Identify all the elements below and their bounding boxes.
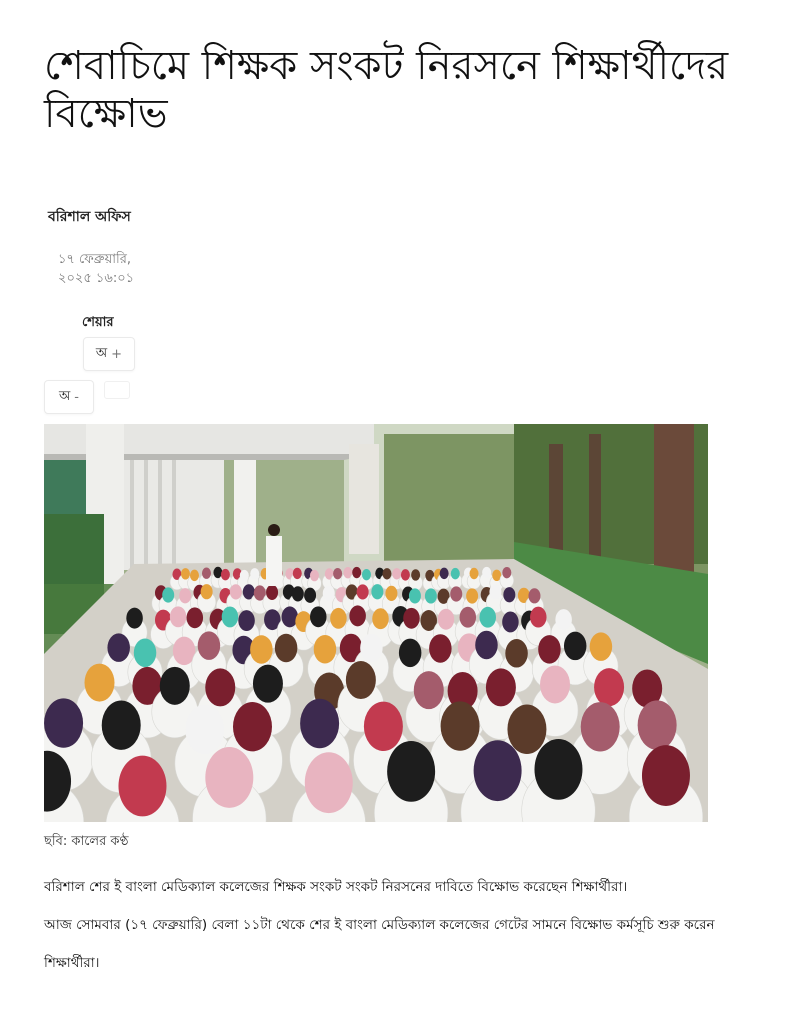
student-head <box>293 568 302 579</box>
student-head <box>362 569 371 580</box>
article-headline: শেবাচিমে শিক্ষক সংকট নিরসনে শিক্ষার্থীদের বিক্ষোভ <box>44 43 729 137</box>
student-head <box>387 741 435 802</box>
article-paragraph: আজ সোমবার (১৭ ফেব্রুয়ারি) বেলা ১১টা থেকে শের ই বাংলা মেডিক্যাল কলেজের গেটের সামনে বিক্ষোভ কর্মসূচি শুরু করেন শিক্ষার্থীরা। <box>44 917 715 971</box>
font-decrease-button[interactable] <box>44 380 94 414</box>
student-head <box>305 752 353 813</box>
student-head <box>205 747 253 808</box>
student-head <box>238 610 255 631</box>
student-head <box>594 668 624 706</box>
student-head <box>304 588 316 603</box>
student-head <box>202 568 211 579</box>
student-head <box>179 588 191 603</box>
student-head <box>205 668 235 706</box>
student-head <box>181 568 190 579</box>
student-head <box>364 702 403 751</box>
student-head <box>401 569 410 580</box>
student-head <box>292 586 304 601</box>
font-increase-button[interactable] <box>83 337 135 371</box>
student-head <box>470 568 479 579</box>
student-head <box>371 584 383 599</box>
standing-speaker <box>266 536 282 586</box>
student-head <box>185 705 224 754</box>
student-head <box>429 634 452 663</box>
student-head <box>201 584 213 599</box>
student-head <box>330 608 347 629</box>
student-head <box>352 567 361 578</box>
student-head <box>528 588 540 603</box>
student-head <box>403 608 420 629</box>
student-head <box>360 634 383 663</box>
student-head <box>540 665 570 703</box>
student-head <box>346 661 376 699</box>
student-head <box>323 586 335 601</box>
student-head <box>564 632 587 661</box>
student-head <box>507 705 546 754</box>
student-head <box>162 587 174 602</box>
student-head <box>126 608 143 629</box>
student-head <box>555 609 572 630</box>
student-head <box>118 756 166 817</box>
student-head <box>250 635 273 664</box>
student-head <box>534 739 582 800</box>
student-head <box>425 588 437 603</box>
student-head <box>349 605 366 626</box>
student-head <box>503 587 515 602</box>
student-head <box>466 588 478 603</box>
student-head <box>221 569 230 580</box>
student-head <box>372 608 389 629</box>
font-reset-button[interactable] <box>104 381 130 399</box>
article-body <box>44 868 734 982</box>
student-head <box>253 665 283 703</box>
student-head <box>44 698 83 747</box>
minus-icon: - <box>74 389 79 405</box>
student-head <box>233 702 272 751</box>
student-head <box>190 570 199 581</box>
student-head <box>489 584 501 599</box>
student-head <box>440 568 449 579</box>
student-head <box>310 570 319 581</box>
student-head <box>240 570 249 581</box>
student-head <box>414 671 444 709</box>
student-head <box>160 667 190 705</box>
student-head <box>275 634 298 663</box>
student-head <box>198 631 221 660</box>
student-head <box>502 612 519 633</box>
author-byline[interactable]: বরিশাল অফিস <box>48 209 131 225</box>
speaker-head <box>268 524 280 536</box>
building-pillar <box>234 460 256 580</box>
student-head <box>479 607 496 628</box>
student-head <box>482 567 491 578</box>
student-head <box>357 584 369 599</box>
student-head <box>451 568 460 579</box>
student-head <box>314 635 337 664</box>
student-head <box>134 639 157 668</box>
student-head <box>310 606 327 627</box>
student-head <box>438 609 455 630</box>
student-head <box>102 701 141 750</box>
student-head <box>411 569 420 580</box>
student-head <box>502 567 511 578</box>
student-head <box>250 568 259 579</box>
student-head <box>385 586 397 601</box>
student-head <box>530 607 547 628</box>
student-head <box>475 631 498 660</box>
student-head <box>107 633 129 662</box>
student-head <box>505 639 528 668</box>
student-head <box>399 639 422 668</box>
image-caption: ছবি: কালের কণ্ঠ <box>44 834 129 849</box>
student-head <box>382 568 391 579</box>
tree-trunk <box>589 434 601 564</box>
student-head <box>187 607 204 628</box>
article-paragraph: বরিশাল শের ই বাংলা মেডিক্যাল কলেজের শিক্ষক সংকট সংকট নিরসনের দাবিতে বিক্ষোভ করেছেন শিক্ষার্থীরা। <box>44 879 628 895</box>
student-head <box>581 702 620 751</box>
font-decrease-label: অ <box>59 388 71 404</box>
article-photo <box>44 424 708 822</box>
plus-icon: + <box>111 346 123 362</box>
student-head <box>282 606 299 627</box>
protest-photo-illustration <box>44 424 708 822</box>
student-head <box>170 606 187 627</box>
student-head <box>230 584 242 599</box>
student-head <box>85 664 115 702</box>
student-head <box>638 700 677 749</box>
student-head <box>538 635 561 664</box>
student-head <box>642 745 690 806</box>
student-head <box>460 607 477 628</box>
student-head <box>474 740 522 801</box>
student-head <box>450 586 462 601</box>
student-head <box>590 632 613 661</box>
student-head <box>441 701 480 750</box>
tree-trunk <box>654 424 694 574</box>
publish-date: ১৭ ফেব্রুয়ারি, ২০২৫ ১৬:০১ <box>58 252 135 286</box>
font-increase-label: অ <box>95 345 108 361</box>
tree-trunk <box>549 444 563 564</box>
student-head <box>409 588 421 603</box>
student-head <box>486 668 516 706</box>
student-head <box>333 568 342 579</box>
student-head <box>222 606 239 627</box>
student-head <box>300 699 339 748</box>
share-label[interactable]: শেয়ার <box>82 315 114 330</box>
student-head <box>266 585 278 600</box>
